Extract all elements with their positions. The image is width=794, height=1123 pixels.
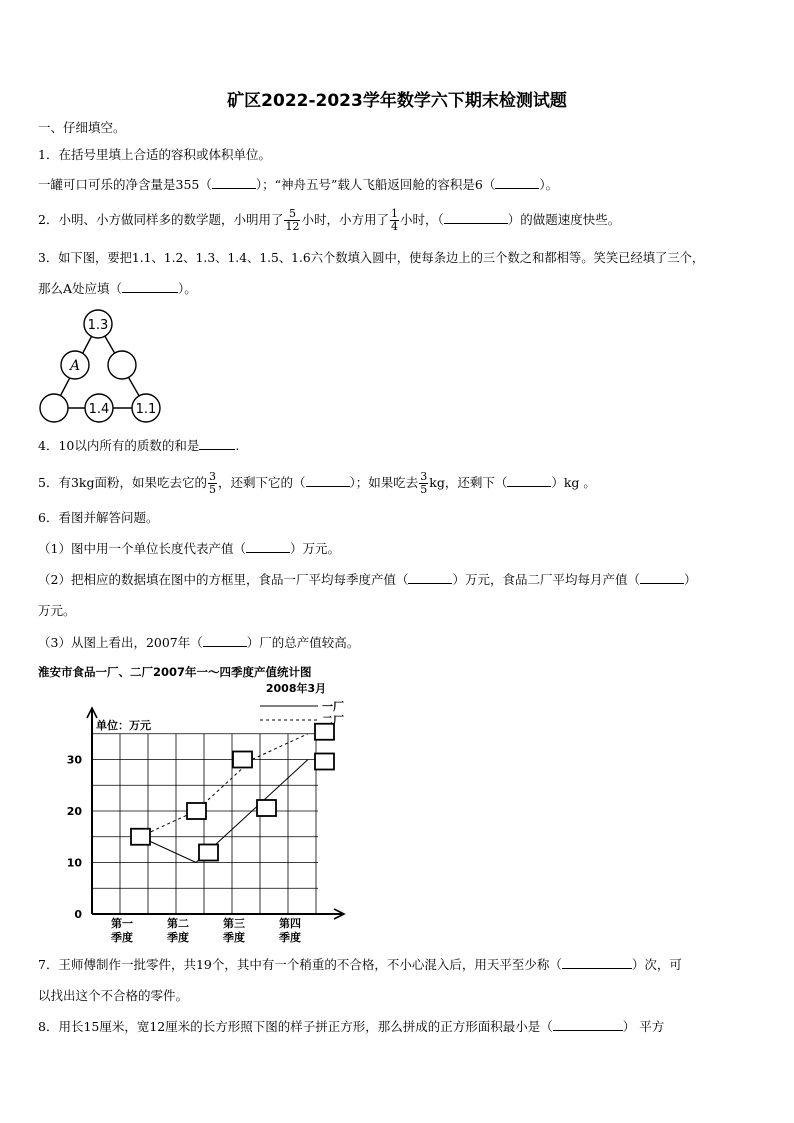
q2-blank[interactable] <box>444 211 508 224</box>
chart-subtitle: 2008年3月 <box>265 682 327 695</box>
legend-label: 二厂 <box>322 714 344 727</box>
answer-box[interactable] <box>187 803 206 819</box>
question-3-line-1: 3．如下图，要把1.1、1.2、1.3、1.4、1.5、1.6六个数填入圆中，使每条边上的三个数之和都相等。笑笑已经填了三个， <box>38 251 705 265</box>
q6-p1-text-b: ）万元。 <box>289 541 340 556</box>
q2-frac2-den: 4 <box>390 220 398 233</box>
q8-text-a: 8．用长15厘米，宽12厘米的长方形照下图的样子拼正方形，那么拼成的正方形面积最小是（ <box>38 1019 553 1034</box>
q6-p1-text-a: （1）图中用一个单位长度代表产值（ <box>38 541 246 556</box>
chart-series <box>140 734 308 863</box>
q3-text-b: ）。 <box>178 281 197 296</box>
y-tick-label: 20 <box>66 805 82 818</box>
q5-text-d: kg，还剩下（ <box>429 475 508 490</box>
q2-frac1-den: 12 <box>285 220 300 233</box>
q4-text-a: 4．10以内所有的质数的和是 <box>38 438 200 453</box>
q5-text-c: ）；如果吃去 <box>349 475 419 490</box>
chart-labels <box>67 718 301 944</box>
chart-answer-boxes <box>131 724 334 861</box>
q6-p1-blank[interactable] <box>246 540 290 553</box>
q5-blank-2[interactable] <box>507 474 551 487</box>
x-category-label: 第三 <box>223 917 245 930</box>
question-1-stem: 1．在括号里填上合适的容积或体积单位。 <box>38 147 271 162</box>
x-category-label: 第一 <box>111 917 133 930</box>
q6-p2-text-a: （2）把相应的数据填在图中的方框里，食品一厂平均每季度产值（ <box>38 572 409 587</box>
x-category-label: 季度 <box>279 931 301 944</box>
chart-title: 淮安市食品一厂、二厂2007年一～四季度产值统计图 <box>38 665 312 679</box>
q6-p2-blank-1[interactable] <box>408 571 452 584</box>
x-category-label: 第二 <box>167 917 189 930</box>
production-line-chart <box>34 680 374 950</box>
question-8 <box>38 1017 664 1037</box>
q2-text-c: 小时，（ <box>399 212 444 227</box>
q2-text-d: ）的做题速度快些。 <box>507 212 621 227</box>
circle-right-mid[interactable] <box>108 351 136 379</box>
question-2 <box>38 208 620 233</box>
q3-text-a: 那么A处应填（ <box>38 281 123 296</box>
q6-p2-text-b: ）万元，食品二厂平均每月产值（ <box>452 572 640 587</box>
q1-blank-1[interactable] <box>212 176 256 189</box>
answer-box[interactable] <box>199 845 218 861</box>
circle-bottom-right-label: 1.1 <box>135 402 157 417</box>
triangle-circle-diagram <box>34 308 168 426</box>
question-6-part-1 <box>38 539 340 559</box>
y-tick-label: 0 <box>74 908 82 921</box>
question-6-part-2-continued: 万元。 <box>38 603 76 618</box>
question-6-part-3 <box>38 633 359 653</box>
q1-text-b: ）；“神舟五号”载人飞船返回舱的容积是6（ <box>255 177 496 192</box>
circle-a-label: A <box>69 358 81 374</box>
q4-blank[interactable] <box>199 437 235 450</box>
q6-p3-blank[interactable] <box>203 634 247 647</box>
q2-fraction-1 <box>284 208 300 233</box>
q5-frac2-den: 5 <box>420 483 428 496</box>
section-heading: 一、仔细填空。 <box>38 120 126 135</box>
question-7-line-2: 以找出这个不合格的零件。 <box>38 988 189 1003</box>
question-1-body <box>38 175 558 195</box>
q3-blank[interactable] <box>122 280 178 293</box>
q6-p3-text-b: ）厂的总产值较高。 <box>246 635 360 650</box>
answer-box[interactable] <box>131 829 150 845</box>
q2-text-b: 小时，小方用了 <box>301 212 389 227</box>
chart-axes <box>87 708 344 919</box>
question-6-part-2 <box>38 570 697 590</box>
q5-text-a: 5．有3kg面粉，如果吃去它的 <box>38 475 207 490</box>
q7-blank[interactable] <box>562 956 632 969</box>
circle-top-label: 1.3 <box>87 318 109 333</box>
unit-label: 单位：万元 <box>96 718 151 732</box>
question-3-line-2 <box>38 279 197 299</box>
answer-box[interactable] <box>233 752 252 768</box>
question-7-line-1 <box>38 955 682 975</box>
q1-text-c: ）。 <box>539 177 559 192</box>
legend-label: 一厂 <box>322 700 344 713</box>
q1-blank-2[interactable] <box>495 176 539 189</box>
answer-box[interactable] <box>257 800 276 816</box>
x-category-label: 季度 <box>167 931 189 944</box>
q2-frac1-num: 5 <box>284 208 300 221</box>
y-tick-label: 30 <box>66 753 82 767</box>
q6-p3-text-a: （3）从图上看出，2007年（ <box>38 635 203 650</box>
question-5 <box>38 471 596 496</box>
q1-text-a: 一罐可口可乐的净含量是355（ <box>38 177 212 192</box>
q7-text-b: ）次，可 <box>631 957 682 972</box>
q2-fraction-2 <box>390 208 399 233</box>
q2-text-a: 2．小明、小方做同样多的数学题，小明用了 <box>38 212 284 227</box>
q7-text-a: 7．王师傅制作一批零件，共19个，其中有一个稍重的不合格，不小心混入后，用天平至少称（ <box>38 957 562 972</box>
circle-bottom-left[interactable] <box>40 394 68 422</box>
q5-fraction-2 <box>419 471 428 496</box>
x-category-label: 季度 <box>223 931 245 944</box>
q5-frac1-num: 3 <box>208 470 216 483</box>
q2-frac2-num: 1 <box>390 207 398 220</box>
chart-grid <box>92 734 318 914</box>
question-4 <box>38 436 239 456</box>
q8-text-b: ） 平方 <box>622 1019 665 1034</box>
q6-p2-text-c: ） <box>683 572 697 587</box>
x-category-label: 第四 <box>279 917 301 930</box>
q5-fraction-1 <box>208 471 217 496</box>
q4-text-b: . <box>235 438 240 453</box>
chart-legend <box>260 681 344 727</box>
answer-box[interactable] <box>315 754 334 770</box>
q5-text-e: ）kg 。 <box>551 475 596 490</box>
q8-blank[interactable] <box>553 1018 623 1031</box>
y-tick-label: 10 <box>66 856 82 870</box>
q5-text-b: ，还剩下它的（ <box>217 475 306 490</box>
q5-blank-1[interactable] <box>306 474 350 487</box>
circle-bottom-mid-label: 1.4 <box>88 402 110 417</box>
q6-p2-blank-2[interactable] <box>640 571 684 584</box>
question-6-stem: 6．看图并解答问题。 <box>38 510 159 525</box>
x-category-label: 季度 <box>111 931 133 944</box>
q5-frac2-num: 3 <box>420 470 428 483</box>
q5-frac1-den: 5 <box>208 483 216 496</box>
page-title: 矿区2022-2023学年数学六下期末检测试题 <box>227 91 567 111</box>
